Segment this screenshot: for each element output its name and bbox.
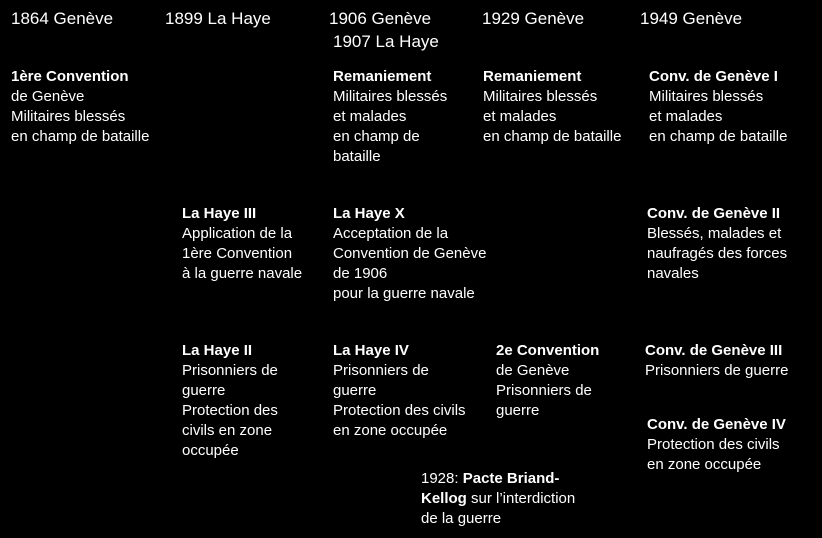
- block-line: en zone occupée: [333, 422, 448, 439]
- block-title: Conv. de Genève I: [649, 68, 778, 85]
- block-line: Application de la: [182, 225, 293, 242]
- block-line: de 1906: [333, 265, 388, 282]
- block-line: et malades: [483, 108, 557, 125]
- block-line: de Genève: [11, 88, 85, 105]
- block-la-haye-iii: [182, 204, 302, 284]
- block-line: civils en zone: [182, 422, 273, 439]
- block-line: guerre: [182, 382, 226, 399]
- block-geneve-1949-i: [649, 67, 787, 147]
- block-line: en champ de bataille: [11, 128, 150, 145]
- block-title: Conv. de Genève III: [645, 342, 783, 359]
- block-conv-1864: [11, 67, 149, 147]
- block-line: 1ère Convention: [182, 245, 293, 262]
- briand-line-2: [421, 489, 575, 509]
- briand-title-part1: Pacte Briand-: [462, 470, 560, 487]
- block-line: Protection des civils: [647, 436, 780, 453]
- block-title: La Haye III: [182, 205, 257, 222]
- block-line: Protection des: [182, 402, 278, 419]
- block-pacte-briand-kellog: [421, 469, 575, 529]
- block-line: Militaires blessés: [11, 108, 126, 125]
- block-title: La Haye II: [182, 342, 253, 359]
- block-line: Militaires blessés: [649, 88, 764, 105]
- briand-line-1: [421, 469, 575, 489]
- block-title: Conv. de Genève II: [647, 205, 781, 222]
- block-line: Protection des civils: [333, 402, 466, 419]
- header-1864-geneve: 1864 Genève: [11, 9, 114, 28]
- block-line: Prisonniers de: [333, 362, 429, 379]
- block-la-haye-iv: [333, 341, 466, 441]
- block-line: Acceptation de la: [333, 225, 449, 242]
- block-line: Prisonniers de: [182, 362, 278, 379]
- block-2e-convention-geneve: [496, 341, 599, 421]
- briand-line-3: de la guerre: [421, 510, 502, 527]
- block-title: Remaniement: [483, 68, 582, 85]
- block-line: et malades: [333, 108, 407, 125]
- header-1899-la-haye: 1899 La Haye: [165, 9, 271, 28]
- block-line: et malades: [649, 108, 723, 125]
- block-line: bataille: [333, 148, 381, 165]
- block-line: en champ de bataille: [483, 128, 622, 145]
- block-la-haye-x: [333, 204, 486, 304]
- block-remaniement-1929: [483, 67, 621, 147]
- block-title: Conv. de Genève IV: [647, 416, 786, 433]
- block-line: guerre: [496, 402, 540, 419]
- block-line: en zone occupée: [647, 456, 762, 473]
- block-line: guerre: [333, 382, 377, 399]
- briand-title-part2: Kellog: [421, 490, 467, 507]
- block-title: 2e Convention: [496, 342, 600, 359]
- block-title: La Haye IV: [333, 342, 409, 359]
- block-line: Convention de Genève: [333, 245, 487, 262]
- block-line: navales: [647, 265, 699, 282]
- block-la-haye-ii: [182, 341, 278, 461]
- block-title: 1ère Convention: [11, 68, 129, 85]
- block-geneve-1949-ii: [647, 204, 787, 284]
- block-line: en champ de: [333, 128, 420, 145]
- block-geneve-1949-iv: [647, 415, 786, 475]
- block-geneve-1949-iii: [645, 341, 788, 381]
- block-line: occupée: [182, 442, 239, 459]
- header-1929-geneve: 1929 Genève: [482, 9, 585, 28]
- briand-desc: sur l’interdiction: [466, 490, 576, 507]
- block-line: naufragés des forces: [647, 245, 788, 262]
- briand-prefix: 1928:: [421, 470, 463, 487]
- block-title: La Haye X: [333, 205, 405, 222]
- block-line: en champ de bataille: [649, 128, 788, 145]
- block-remaniement-1906: [333, 67, 447, 167]
- block-line: Militaires blessés: [333, 88, 448, 105]
- block-title: Remaniement: [333, 68, 432, 85]
- block-line: Prisonniers de: [496, 382, 592, 399]
- block-line: à la guerre navale: [182, 265, 303, 282]
- block-line: pour la guerre navale: [333, 285, 475, 302]
- block-line: de Genève: [496, 362, 570, 379]
- block-line: Militaires blessés: [483, 88, 598, 105]
- header-1907-la-haye: 1907 La Haye: [333, 32, 439, 51]
- header-1949-geneve: 1949 Genève: [640, 9, 743, 28]
- header-1906-geneve: 1906 Genève: [329, 9, 432, 28]
- block-line: Prisonniers de guerre: [645, 362, 789, 379]
- block-line: Blessés, malades et: [647, 225, 782, 242]
